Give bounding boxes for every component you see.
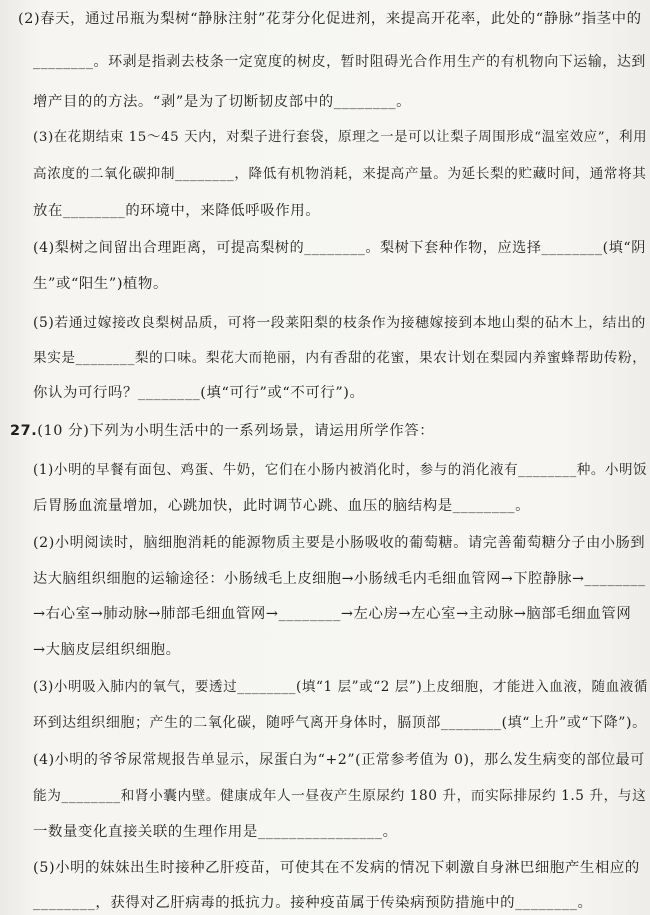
q27-part2-line1: (2)小明阅读时，脑细胞消耗的能源物质主要是小肠吸收的葡萄糖。请完善葡萄糖分子由小肠到 (33, 535, 646, 551)
q27-part3-line1: (3)小明吸入肺内的氧气，要透过________(填“1 层”或“2 层”)上皮细胞，才能进入血液，随血液循 (33, 679, 648, 695)
q26-part3-line2: 高浓度的二氧化碳抑制________，降低有机物消耗，来提高产量。为延长梨的贮藏时间，通常将其 (33, 166, 647, 182)
q26-part4-line1: (4)梨树之间留出合理距离，可提高梨树的________。梨树下套种作物，应选择________(填“阴 (33, 240, 646, 256)
q27-stem: (10 分)下列为小明生活中的一系列场景，请运用所学作答： (37, 423, 435, 439)
q27-part5-line1: (5)小明的妹妹出生时接种乙肝疫苗，可使其在不发病的情况下刺激自身淋巴细胞产生相应的 (33, 860, 640, 876)
q26-part2-line3: 增产目的的方法。“剥”是为了切断韧皮部中的________。 (33, 94, 412, 110)
q27-part2-line4: →大脑皮层组织细胞。 (33, 642, 181, 658)
q27-part1-line1: (1)小明的早餐有面包、鸡蛋、牛奶，它们在小肠内被消化时，参与的消化液有________种。小明饭 (33, 462, 648, 478)
q26-part2-line1: (2)春天，通过吊瓶为梨树“静脉注射”花芽分化促进剂，来提高开花率，此处的“静脉”指茎中的 (18, 11, 642, 27)
q26-part5-line3: 你认为可行吗？________(填“可行”或“不可行”)。 (33, 385, 365, 401)
q27-part4-line1: (4)小明的爷爷尿常规报告单显示，尿蛋白为“+2”(正常参考值为 0)，那么发生病变的部位最可 (33, 752, 645, 768)
q27-number: 27. (10, 423, 38, 439)
q26-part3-line1: (3)在花期结束 15～45 天内，对梨子进行套袋，原理之一是可以让梨子周围形成“温室效应”，利用 (33, 130, 648, 145)
q27-part3-line2: 环到达组织细胞；产生的二氧化碳，随呼气离开身体时，膈顶部________(填“上升”或“下降”)。 (33, 715, 647, 731)
q26-part5-line2: 果实是________梨的口味。梨花大而艳丽，内有香甜的花蜜，果农计划在梨园内养蜜蜂帮助传粉， (33, 350, 647, 366)
q27-part4-line3: 一数量变化直接关联的生理作用是________________。 (33, 824, 398, 840)
q27-header (10, 421, 434, 441)
q27-part4-line2: 能为________和肾小囊内壁。健康成年人一昼夜产生原尿约 180 升，而实际排尿约 1.5 升，与这 (33, 788, 647, 804)
q27-part2-line3: →右心室→肺动脉→肺部毛细血管网→________→左心房→左心室→主动脉→脑部毛细血管网 (33, 606, 632, 622)
q27-part2-line2: 达大脑组织细胞的运输途径：小肠绒毛上皮细胞→小肠绒毛内毛细血管网→下腔静脉→________ (33, 571, 646, 587)
q26-part5-line1: (5)若通过嫁接改良梨树品质，可将一段莱阳梨的枝条作为接穗嫁接到本地山梨的砧木上，结出的 (33, 315, 646, 331)
q26-part2-line2: ________。环剥是指剥去枝条一定宽度的树皮，暂时阻碍光合作用生产的有机物向下运输，达到 (33, 54, 646, 70)
q27-part5-line2: ________，获得对乙肝病毒的抵抗力。接种疫苗属于传染病预防措施中的________。 (33, 895, 593, 911)
q26-part3-line3: 放在________的环境中，来降低呼吸作用。 (33, 203, 321, 219)
q26-part4-line2: 生”或“阳生”)植物。 (33, 276, 169, 292)
q27-part1-line2: 后胃肠血流量增加，心跳加快，此时调节心跳、血压的脑结构是________。 (33, 498, 531, 514)
